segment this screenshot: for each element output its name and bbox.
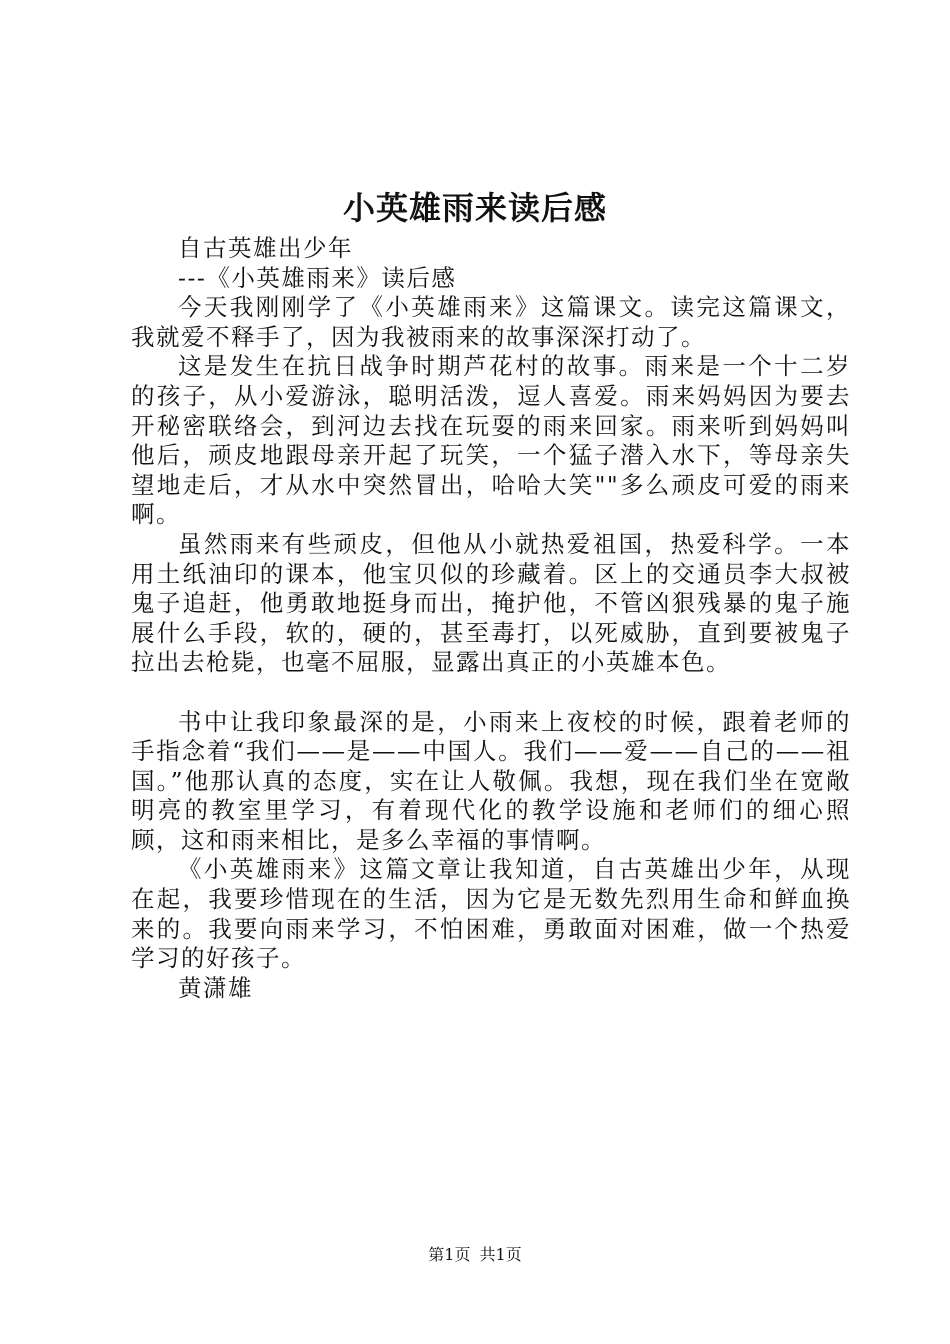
body-paragraph: 《小英雄雨来》这篇文章让我知道，自古英雄出少年，从现在起，我要珍惜现在的生活，因为它是无数先烈用生命和鲜血换来的。我要向雨来学习，不怕困难，勇敢面对困难，做一个热爱学习的好孩子。 xyxy=(131,855,851,973)
body-paragraph: 今天我刚刚学了《小英雄雨来》这篇课文。读完这篇课文，我就爱不释手了，因为我被雨来的故事深深打动了。 xyxy=(131,293,851,351)
subtitle-line: ---《小英雄雨来》读后感 xyxy=(178,263,457,292)
body-paragraph: 书中让我印象最深的是，小雨来上夜校的时候，跟着老师的手指念着“我们——是——中国人。我们——爱——自己的——祖国。”他那认真的态度，实在让人敬佩。我想，现在我们坐在宽敞明亮的教室里学习，有着现代化的教学设施和老师们的细心照顾，这和雨来相比，是多么幸福的事情啊。 xyxy=(131,707,851,854)
document-body xyxy=(131,234,851,1003)
subtitle-line: 自古英雄出少年 xyxy=(178,234,353,262)
body-paragraph: 虽然雨来有些顽皮，但他从小就热爱祖国，热爱科学。一本用土纸油印的课本，他宝贝似的珍藏着。区上的交通员李大叔被鬼子追赶，他勇敢地挺身而出，掩护他，不管凶狠残暴的鬼子施展什么手段，软的，硬的，甚至毒打，以死威胁，直到要被鬼子拉出去枪毙，也毫不屈服，显露出真正的小英雄本色。 xyxy=(131,529,851,677)
page-footer: 第1页 共1页 xyxy=(428,1245,522,1264)
paragraph-spacer xyxy=(131,678,851,708)
document-title: 小英雄雨来读后感 xyxy=(342,189,607,227)
author-name: 黄潇雄 xyxy=(178,973,253,1002)
body-paragraph: 这是发生在抗日战争时期芦花村的故事。雨来是一个十二岁的孩子，从小爱游泳，聪明活泼，逗人喜爱。雨来妈妈因为要去开秘密联络会，到河边去找在玩耍的雨来回家。雨来听到妈妈叫他后，顽皮地跟母亲开起了玩笑，一个猛子潜入水下，等母亲失望地走后，才从水中突然冒出，哈哈大笑""多么顽皮可爱的雨来啊。 xyxy=(131,352,851,529)
